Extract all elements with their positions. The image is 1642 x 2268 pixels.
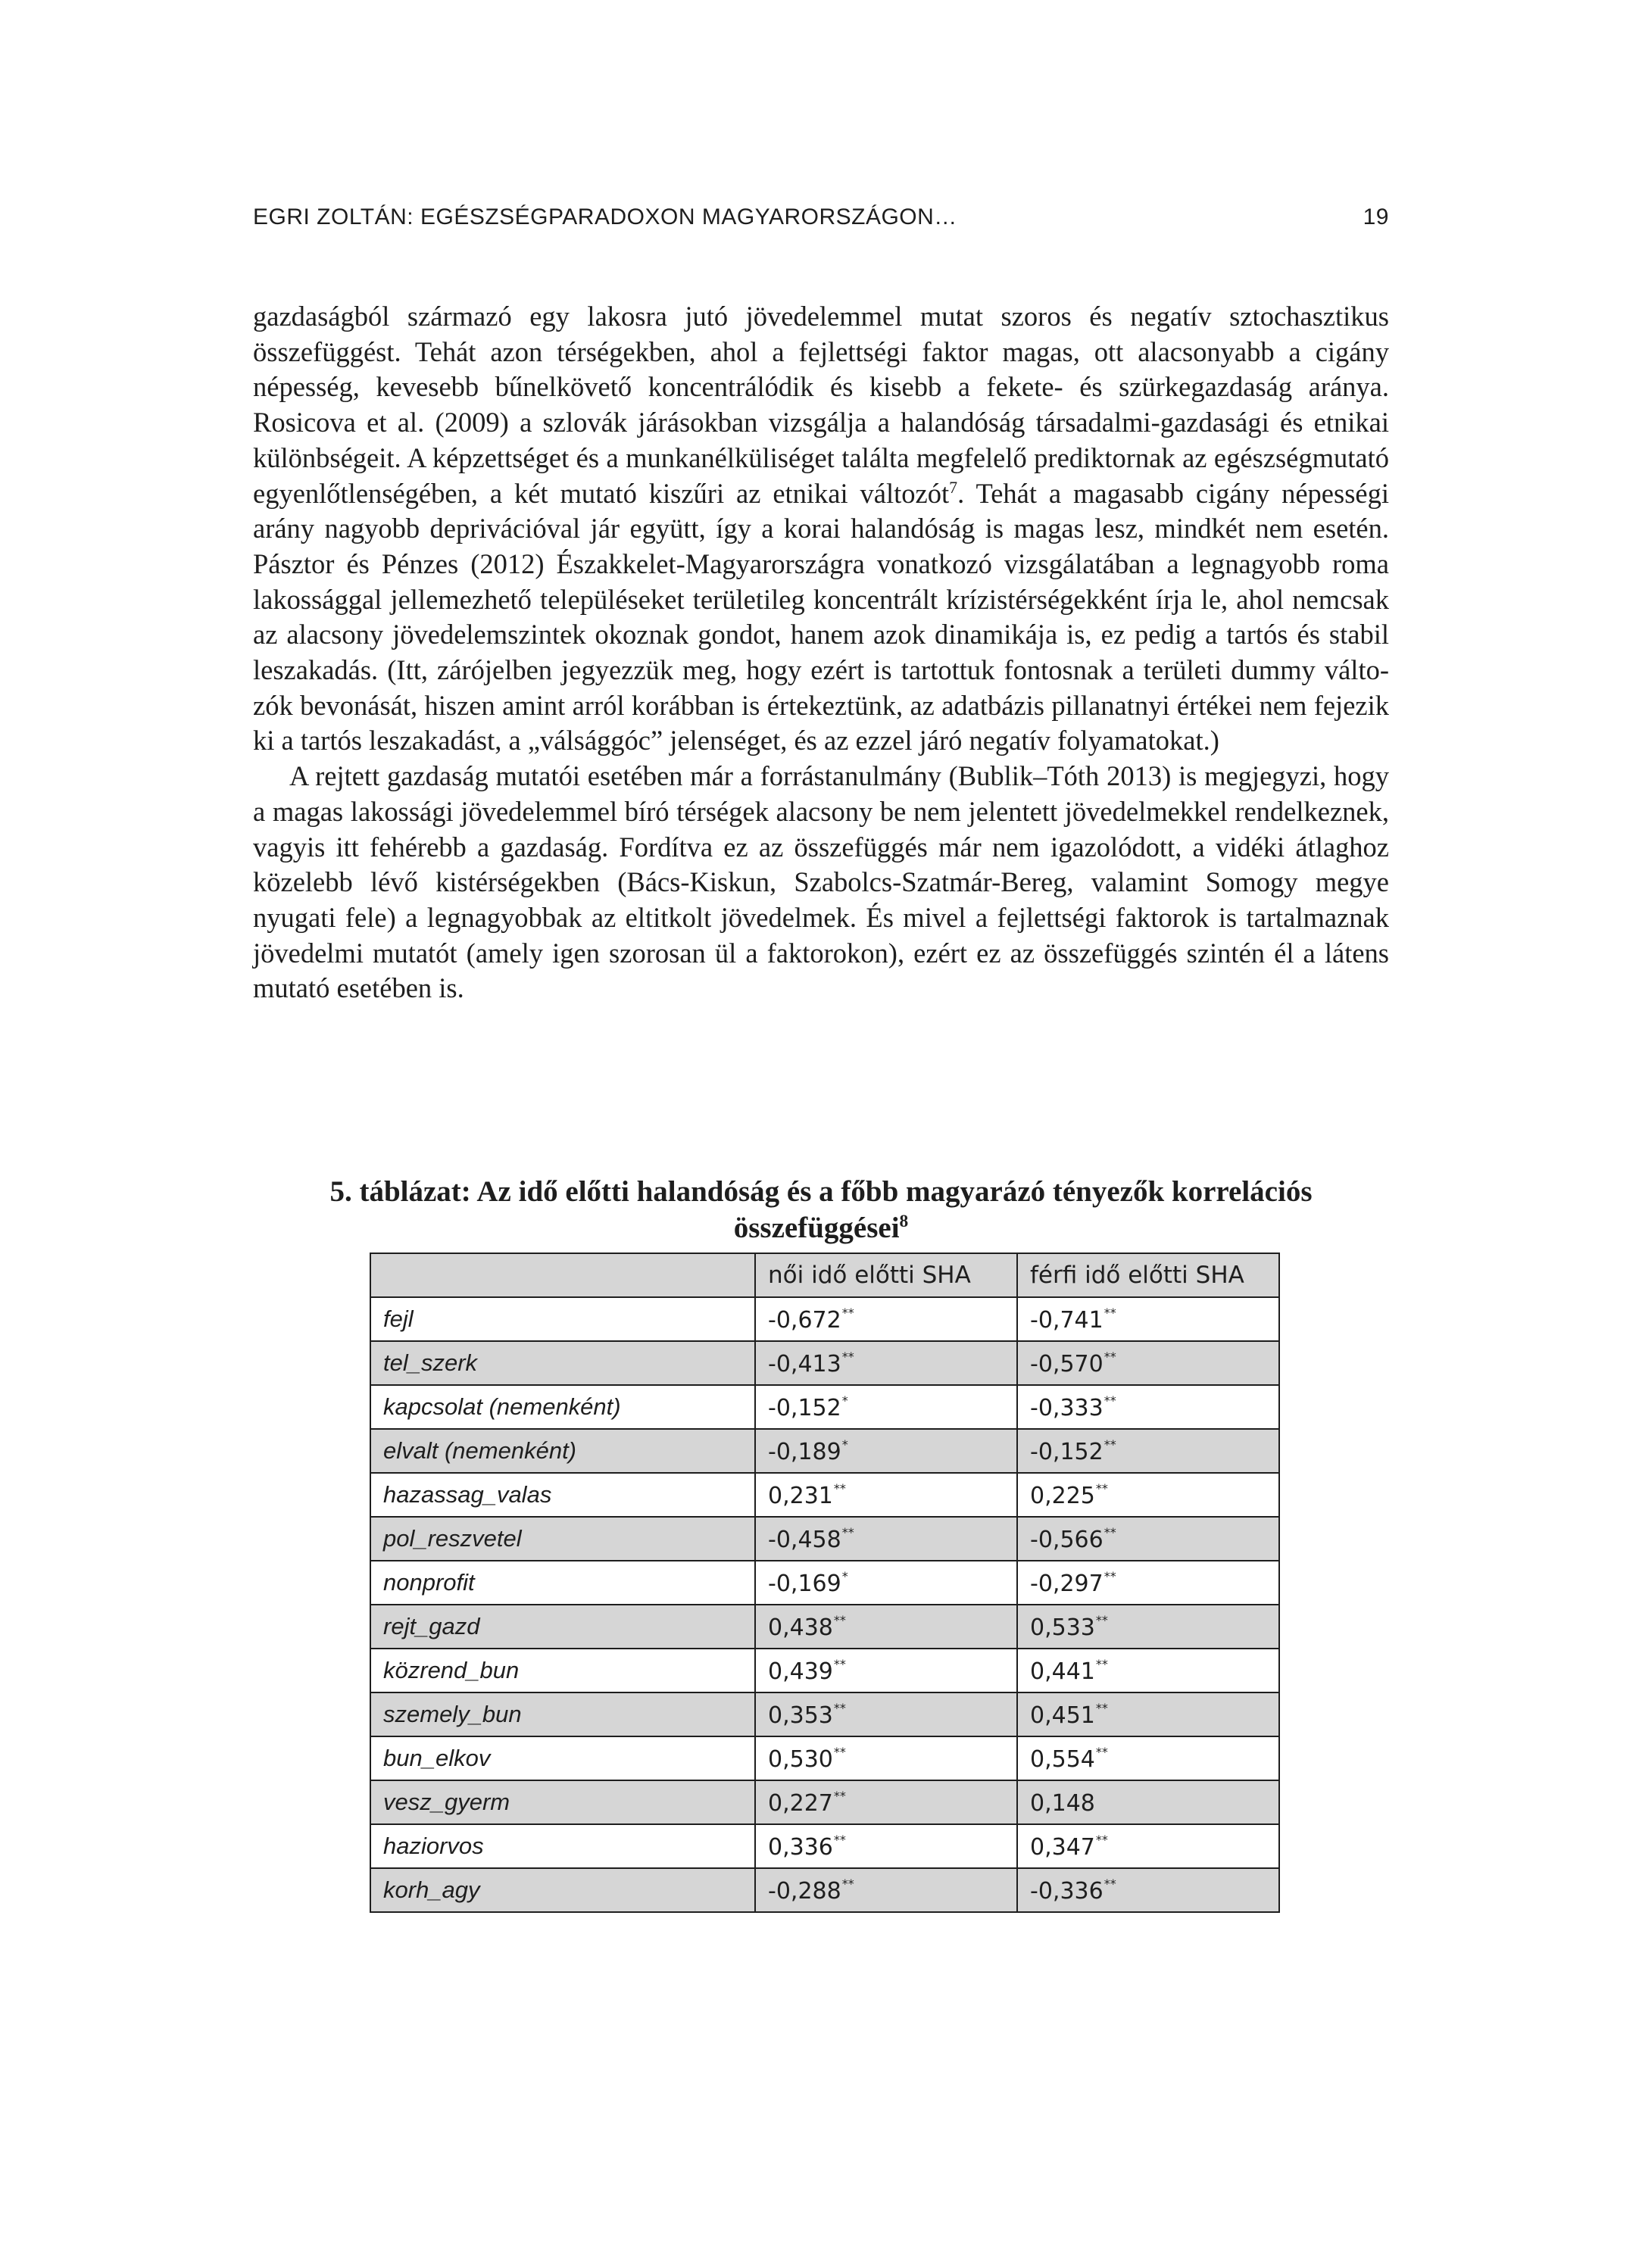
male-correlation-value: 0,347 (1030, 1833, 1095, 1861)
male-correlation-value: -0,566 (1030, 1526, 1104, 1553)
female-value-cell (755, 1649, 1017, 1692)
body-text (253, 299, 1389, 1006)
male-significance-marker: ** (1104, 1524, 1116, 1540)
female-significance-marker: * (841, 1437, 848, 1452)
variable-cell: tel_szerk (370, 1341, 755, 1385)
variable-cell: kapcsolat (nemenként) (370, 1385, 755, 1429)
female-significance-marker: * (841, 1393, 848, 1408)
paragraph-1 (253, 299, 1389, 759)
male-value-cell (1017, 1473, 1279, 1517)
correlation-table (370, 1253, 1280, 1913)
male-value-cell (1017, 1385, 1279, 1429)
male-significance-marker: ** (1095, 1480, 1108, 1496)
female-correlation-value: -0,189 (768, 1438, 841, 1465)
male-correlation-value: -0,336 (1030, 1877, 1104, 1905)
variable-cell: rejt_gazd (370, 1605, 755, 1649)
male-significance-marker: ** (1095, 1612, 1108, 1627)
female-value-cell (755, 1429, 1017, 1473)
female-correlation-value: 0,227 (768, 1789, 833, 1817)
header-cell-female: női idő előtti SHA (755, 1253, 1017, 1297)
female-correlation-value: -0,152 (768, 1394, 841, 1421)
male-significance-marker: ** (1095, 1700, 1108, 1715)
header-cell-male: férfi idő előtti SHA (1017, 1253, 1279, 1297)
table-row (370, 1297, 1279, 1341)
female-significance-marker: ** (833, 1612, 846, 1627)
variable-cell: szemely_bun (370, 1692, 755, 1736)
male-significance-marker: ** (1104, 1305, 1116, 1320)
table-row (370, 1736, 1279, 1780)
table-row (370, 1692, 1279, 1736)
male-value-cell (1017, 1605, 1279, 1649)
table-row (370, 1517, 1279, 1561)
table-caption-line-2-text: összefüggései (733, 1212, 900, 1244)
table-row (370, 1780, 1279, 1824)
male-value-cell (1017, 1517, 1279, 1561)
female-significance-marker: ** (841, 1349, 854, 1364)
footnote-ref-8[interactable]: 8 (899, 1212, 909, 1231)
female-significance-marker: ** (833, 1700, 846, 1715)
paragraph-1-part-a: gazdaságból származó egy lakosra jutó jövedelemmel mutat szoros és negatív sztochasztikus összefüggést. Tehát azon térségekben, ahol a fejlettségi faktor magas, ott alacsonyabb a cigány népesség, kevesebb bűnelkövető koncentrálódik és kisebb a fekete- és szürkegazdaság aránya. Rosicova et al. (2009) a szlovák járásokban vizsgálja a halandóság társadalmi-gazdasági és etnikai különbségeit. A képzettséget és a munkanélküliséget találta megfelelő prediktornak az egészségmutató egyenlőtlenségében, a két mutató kiszűri az etnikai változót (253, 301, 1389, 509)
female-significance-marker: ** (841, 1305, 854, 1320)
male-correlation-value: 0,225 (1030, 1482, 1095, 1509)
male-correlation-value: 0,451 (1030, 1702, 1095, 1729)
table-row (370, 1824, 1279, 1868)
male-correlation-value: -0,152 (1030, 1438, 1104, 1465)
male-significance-marker: ** (1095, 1744, 1108, 1759)
female-correlation-value: 0,231 (768, 1482, 833, 1509)
female-significance-marker: ** (833, 1832, 846, 1847)
female-value-cell (755, 1780, 1017, 1824)
female-correlation-value: 0,439 (768, 1658, 833, 1685)
running-header (253, 204, 1389, 235)
female-correlation-value: 0,353 (768, 1702, 833, 1729)
male-correlation-value: 0,441 (1030, 1658, 1095, 1685)
table-caption (253, 1174, 1389, 1246)
variable-cell: bun_elkov (370, 1736, 755, 1780)
male-significance-marker: ** (1095, 1832, 1108, 1847)
table-caption-line-1: 5. táblázat: Az idő előtti halandóság és a főbb magyarázó tényezők korrelációs (329, 1175, 1313, 1208)
female-correlation-value: 0,530 (768, 1745, 833, 1773)
female-value-cell (755, 1605, 1017, 1649)
male-value-cell (1017, 1736, 1279, 1780)
female-significance-marker: ** (833, 1788, 846, 1803)
variable-cell: közrend_bun (370, 1649, 755, 1692)
female-significance-marker: * (841, 1568, 848, 1583)
female-significance-marker: ** (833, 1480, 846, 1496)
female-value-cell (755, 1341, 1017, 1385)
male-significance-marker: ** (1104, 1437, 1116, 1452)
running-title: EGRI ZOLTÁN: EGÉSZSÉGPARADOXON MAGYARORSZÁGON… (253, 204, 957, 229)
page-number: 19 (1363, 204, 1389, 229)
variable-cell: vesz_gyerm (370, 1780, 755, 1824)
female-correlation-value: -0,672 (768, 1306, 841, 1334)
male-correlation-value: 0,533 (1030, 1614, 1095, 1641)
male-value-cell (1017, 1649, 1279, 1692)
male-significance-marker: ** (1104, 1393, 1116, 1408)
paragraph-1-part-b: . Tehát a magasabb cigány népességi arány nagyobb deprivációval jár együtt, így a korai halandóság is magas lesz, mindkét nem esetén. Pásztor és Pénzes (2012) Északkelet-Magyarországra vonatkozó vizsgálatában a legnagyobb roma lakossággal jellemezhető településeket területileg koncentrált krízistérségekként írja le, ahol nemcsak az alacsony jövedelemszintek okoznak gondot, hanem azok dinamikája is, ez pedig a tartós és stabil leszakadás. (Itt, zárójelben jegyezzük meg, hogy ezért is tartottuk fontosnak a területi dummy változók bevonását, hiszen amint arról korábban is értekeztünk, az adatbázis pillanatnyi értékei nem fejezik ki a tartós leszakadást, a „válsággóc” jelenséget, és az ezzel járó negatív folyamatokat.) (253, 477, 1389, 757)
female-value-cell (755, 1517, 1017, 1561)
variable-cell: korh_agy (370, 1868, 755, 1912)
table-row (370, 1561, 1279, 1605)
male-correlation-value: -0,297 (1030, 1570, 1104, 1597)
table-body (370, 1297, 1279, 1912)
male-value-cell (1017, 1561, 1279, 1605)
male-correlation-value: -0,741 (1030, 1306, 1104, 1334)
female-value-cell (755, 1473, 1017, 1517)
female-value-cell (755, 1824, 1017, 1868)
table-header-row (370, 1253, 1279, 1297)
female-value-cell (755, 1297, 1017, 1341)
variable-cell: elvalt (nemenként) (370, 1429, 755, 1473)
table-row (370, 1473, 1279, 1517)
male-value-cell (1017, 1341, 1279, 1385)
female-significance-marker: ** (841, 1524, 854, 1540)
male-value-cell (1017, 1780, 1279, 1824)
male-significance-marker: ** (1104, 1876, 1116, 1891)
male-correlation-value: -0,570 (1030, 1350, 1104, 1377)
female-value-cell (755, 1868, 1017, 1912)
table-row (370, 1341, 1279, 1385)
variable-cell: nonprofit (370, 1561, 755, 1605)
male-value-cell (1017, 1868, 1279, 1912)
female-significance-marker: ** (833, 1744, 846, 1759)
paragraph-2: A rejtett gazdaság mutatói esetében már a forrástanulmány (Bublik–Tóth 2013) is megjegyzi, hogy a magas lakossági jövedelemmel bíró térségek alacsony be nem jelentett jövedelmekkel rendelkeznek, vagyis itt fehérebb a gazdaság. Fordítva ez az összefüggés már nem igazolódott, a vidéki átlaghoz közelebb lévő kistérségekben (Bács-Kiskun, Szabolcs-Szatmár-Bereg, valamint Somogy megye nyugati fele) a legnagyobbak az eltitkolt jövedelmek. És mivel a fejlettségi faktorok is tartalmaznak jövedelmi mutatót (amely igen szorosan ül a faktorokon), ezért ez az összefüggés szintén él a látens mutató esetében is. (253, 760, 1389, 1004)
footnote-ref-7[interactable]: 7 (949, 477, 958, 497)
variable-cell: pol_reszvetel (370, 1517, 755, 1561)
female-value-cell (755, 1385, 1017, 1429)
male-value-cell (1017, 1824, 1279, 1868)
male-significance-marker: ** (1104, 1568, 1116, 1583)
male-value-cell (1017, 1429, 1279, 1473)
male-value-cell (1017, 1297, 1279, 1341)
variable-cell: fejl (370, 1297, 755, 1341)
female-correlation-value: -0,169 (768, 1570, 841, 1597)
female-value-cell (755, 1561, 1017, 1605)
female-value-cell (755, 1692, 1017, 1736)
header-cell-variable (370, 1253, 755, 1297)
table-row (370, 1649, 1279, 1692)
female-significance-marker: ** (841, 1876, 854, 1891)
female-significance-marker: ** (833, 1656, 846, 1671)
female-correlation-value: -0,288 (768, 1877, 841, 1905)
male-correlation-value: -0,333 (1030, 1394, 1104, 1421)
variable-cell: haziorvos (370, 1824, 755, 1868)
male-correlation-value: 0,148 (1030, 1789, 1095, 1817)
female-correlation-value: -0,413 (768, 1350, 841, 1377)
male-value-cell (1017, 1692, 1279, 1736)
table-caption-line-2 (253, 1210, 1389, 1246)
male-significance-marker: ** (1104, 1349, 1116, 1364)
female-value-cell (755, 1736, 1017, 1780)
female-correlation-value: -0,458 (768, 1526, 841, 1553)
variable-cell: hazassag_valas (370, 1473, 755, 1517)
male-correlation-value: 0,554 (1030, 1745, 1095, 1773)
table-row (370, 1868, 1279, 1912)
table-row (370, 1385, 1279, 1429)
female-correlation-value: 0,438 (768, 1614, 833, 1641)
table-row (370, 1429, 1279, 1473)
female-correlation-value: 0,336 (768, 1833, 833, 1861)
table-row (370, 1605, 1279, 1649)
male-significance-marker: ** (1095, 1656, 1108, 1671)
